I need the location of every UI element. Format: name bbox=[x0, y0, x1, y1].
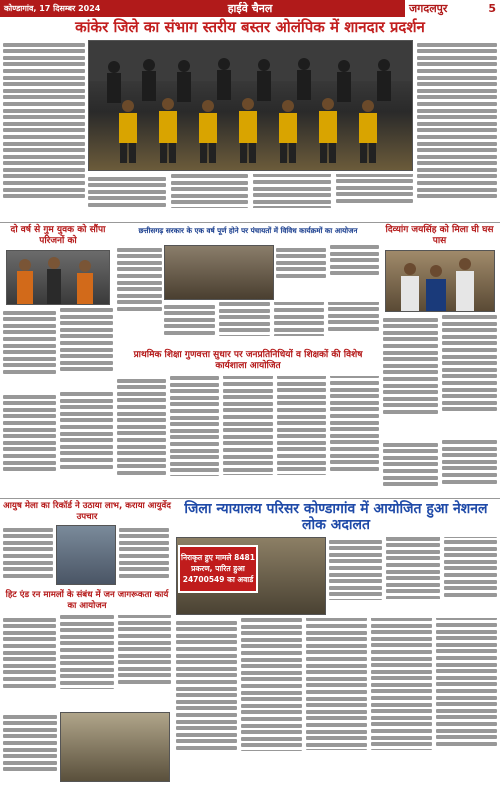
story3-photo bbox=[164, 245, 274, 300]
story8-highlight-box bbox=[178, 545, 258, 593]
story3-text bbox=[164, 302, 379, 348]
story6-text-col-2 bbox=[119, 525, 169, 585]
lead-team-photo bbox=[88, 40, 413, 171]
story8-text-right bbox=[329, 537, 497, 615]
story4-text-cont bbox=[383, 440, 497, 496]
masthead bbox=[0, 0, 500, 17]
story5-headline: प्राथमिक शिक्षा गुणवत्ता सुधार पर जनप्रतिनिधियों व शिक्षकों की विशेष कार्यशाला आयोजित bbox=[133, 350, 363, 371]
story8-box-line2: प्रकरण, पारित हुआ bbox=[191, 564, 245, 573]
story2-photo bbox=[6, 250, 110, 305]
story8-text bbox=[176, 618, 497, 783]
story2-headline: दो वर्ष से गुम युवक को सौंपा परिजनों को bbox=[10, 225, 106, 246]
page-number: 5 bbox=[488, 2, 496, 15]
divider bbox=[0, 498, 500, 499]
lead-text-bottom bbox=[88, 174, 413, 220]
story8-box-line1: निराकृत हुए मामले 8481 bbox=[181, 553, 255, 562]
story5-text bbox=[117, 376, 379, 496]
story3-text-col-1 bbox=[117, 245, 162, 330]
story8-headline: जिला न्यायालय परिसर कोण्डागांव में आयोजित हुआ नेशनल लोक अदालत bbox=[184, 501, 488, 533]
divider bbox=[0, 222, 500, 223]
story7-text-cont bbox=[3, 712, 57, 782]
story4-headline: दिव्यांग जयसिंह को मिला घी घस पास bbox=[385, 225, 494, 246]
story6-headline: आयुष मेला का रिकॉर्ड ने उठाया लाभ, कराया आयुर्वेद उपचार bbox=[3, 501, 171, 522]
story3-headline: छत्तीसगढ़ सरकार के एक वर्ष पूर्ण होने पर पंचायतों में विविध कार्यक्रमों का आयोजन bbox=[138, 226, 358, 235]
story6-photo bbox=[56, 525, 116, 585]
story6-text-col-1 bbox=[3, 525, 53, 585]
story7-photo bbox=[60, 712, 170, 782]
story4-photo bbox=[385, 250, 495, 312]
story3-text-right bbox=[276, 245, 379, 300]
story7-headline: हिट एंड रन मामलों के संबंध में जन जागरूकता कार्य का आयोजन bbox=[5, 590, 169, 611]
edition-city: जगदलपुर bbox=[409, 2, 448, 15]
story2-text bbox=[3, 308, 113, 388]
story7-text bbox=[3, 615, 171, 710]
lead-text-col-1 bbox=[3, 40, 85, 220]
lead-text-col-right bbox=[417, 40, 497, 220]
lead-headline: कांकेर जिले का संभाग स्तरीय बस्तर ओलंपिक में शानदार प्रदर्शन bbox=[75, 18, 425, 36]
edition-box bbox=[405, 0, 500, 17]
issue-date: कोण्डागांव, 17 दिसम्बर 2024 bbox=[4, 4, 101, 13]
paper-name: हाईवे चैनल bbox=[227, 2, 273, 15]
story8-box-line3: 24700549 का अवार्ड bbox=[182, 575, 254, 584]
story2-text-cont bbox=[3, 392, 113, 492]
story4-text bbox=[383, 315, 497, 438]
